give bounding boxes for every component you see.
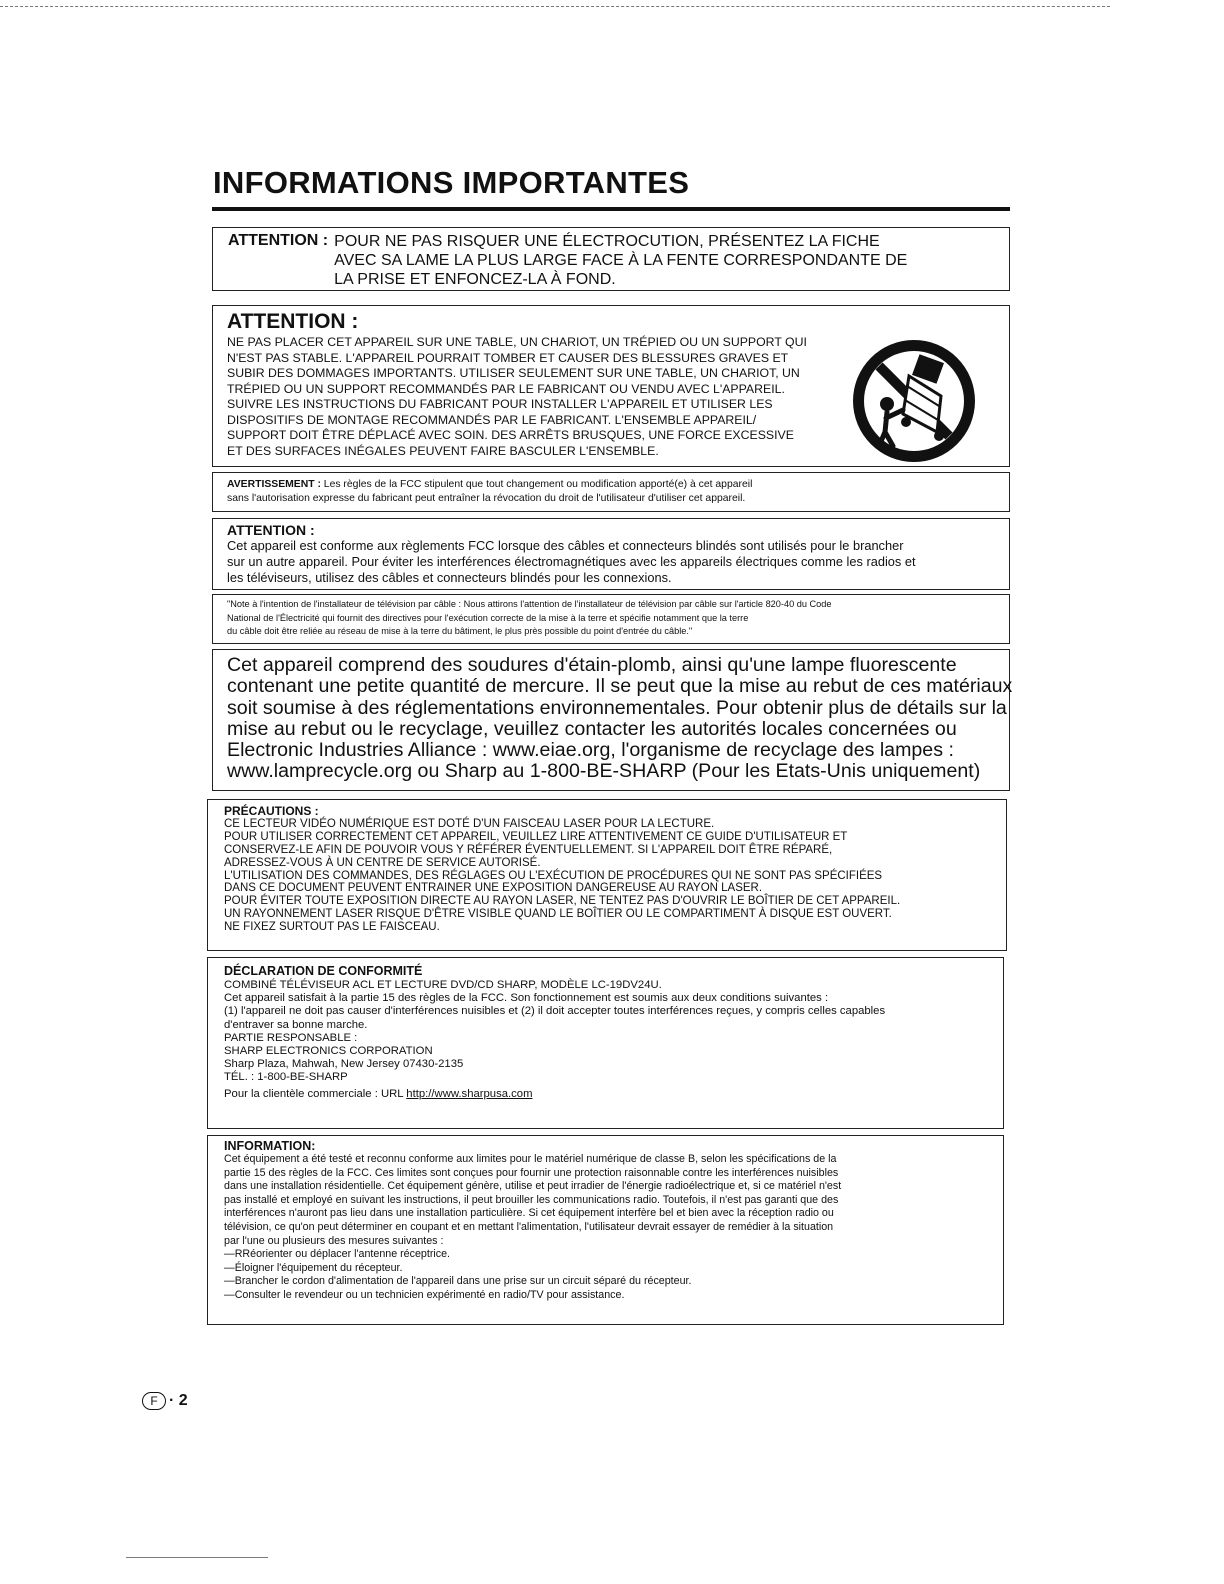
information-line: Cet équipement a été testé et reconnu conforme aux limites pour le matériel numérique de classe B, selon les spécifications de la — [224, 1153, 837, 1165]
precaution-line: NE FIXEZ SURTOUT PAS LE FAISCEAU. — [224, 921, 440, 934]
page-title: INFORMATIONS IMPORTANTES — [213, 165, 690, 200]
declaration-line: d'entraver sa bonne marche. — [224, 1018, 368, 1031]
disposal-line: soit soumise à des réglementations environnementales. Pour obtenir plus de détails sur la — [227, 696, 1007, 719]
disposal-line: Electronic Industries Alliance : www.eiae.org, l'organisme de recyclage des lampes : — [227, 739, 954, 762]
information-line: interférences n'auront pas lieu dans une installation particulière. Si cet équipement interfère bel et bien avec la réception radio ou — [224, 1207, 834, 1220]
information-line: —RRéorienter ou déplacer l'antenne réceptrice. — [224, 1248, 451, 1261]
information-line: partie 15 des règles de la FCC. Ces limites sont conçues pour fournir une protection raisonnable contre les interférences nuisibles — [224, 1166, 839, 1179]
stability-line: NE PAS PLACER CET APPAREIL SUR UNE TABLE, UN CHARIOT, UN TRÉPIED OU UN SUPPORT QUI — [227, 335, 807, 349]
warning-text: Les règles de la FCC stipulent que tout changement ou modification apporté(e) à cet appareil — [320, 479, 753, 490]
top-dashed-rule — [0, 6, 1110, 7]
precaution-line: POUR ÉVITER TOUTE EXPOSITION DIRECTE AU RAYON LASER, NE TENTEZ PAS D'OUVRIR LE BOÎTIER DE CET APPAREIL. — [224, 895, 901, 908]
declaration-line: TÉL. : 1-800-BE-SHARP — [224, 1071, 348, 1084]
stability-line: ET DES SURFACES INÉGALES PEUVENT FAIRE BASCULER L'ENSEMBLE. — [227, 443, 659, 458]
declaration-box — [207, 957, 1004, 1129]
precautions-heading: PRÉCAUTIONS : — [224, 804, 319, 818]
precautions-box — [207, 799, 1007, 951]
cables-line: Cet appareil est conforme aux règlements FCC lorsque des câbles et connecteurs blindés sont utilisés pour le brancher — [227, 538, 904, 553]
cable-installer-note-box — [212, 594, 1010, 644]
attention-stability-box — [212, 305, 1010, 467]
declaration-line: SHARP ELECTRONICS CORPORATION — [224, 1045, 433, 1058]
cables-line: les téléviseurs, utilisez des câbles et connecteurs blindés pour les connexions. — [227, 570, 672, 585]
disposal-line: contenant une petite quantité de mercure. Il se peut que la mise au rebut de ces matériaux — [227, 675, 1013, 698]
precaution-line: CE LECTEUR VIDÉO NUMÉRIQUE EST DOTÉ D'UN FAISCEAU LASER POUR LA LECTURE. — [224, 817, 715, 830]
fcc-warning-box — [212, 472, 1010, 512]
page-number-value: · 2 — [169, 1392, 188, 1409]
attention-heading: ATTENTION : — [227, 310, 359, 333]
information-line: dans une installation résidentielle. Cet équipement génère, utilise et peut irradier de l'énergie radioélectrique et, si ce matériel n'est — [224, 1180, 842, 1193]
precaution-line: L'UTILISATION DES COMMANDES, DES RÉGLAGES OU L'EXÉCUTION DE PROCÉDURES QUI NE SONT PAS SPÉCIFIÉES — [224, 869, 883, 882]
note-line: "Note à l'intention de l'installateur de télévision par câble : Nous attirons l'attention de l'installateur de télévision par câble sur l'article 820-40 du Code — [227, 599, 832, 609]
disposal-line: Cet appareil comprend des soudures d'étain-plomb, ainsi qu'une lampe fluorescente — [227, 654, 957, 676]
stability-line: N'EST PAS STABLE. L'APPAREIL POURRAIT TOMBER ET CAUSER DES BLESSURES GRAVES ET — [227, 350, 789, 365]
note-line: National de l'Électricité qui fournit des directives pour l'exécution correcte de la mise à la terre et spécifie notamment que la terre — [227, 612, 749, 623]
attention-plug-box — [212, 227, 1010, 291]
declaration-line: (1) l'appareil ne doit pas causer d'interférences nuisibles et (2) il doit accepter toutes interférences reçues, y compris celles capables — [224, 1005, 886, 1018]
fcc-information-box — [207, 1135, 1004, 1325]
declaration-heading: DÉCLARATION DE CONFORMITÉ — [224, 964, 423, 978]
information-line: —Consulter le revendeur ou un technicien expérimenté en radio/TV pour assistance. — [224, 1288, 625, 1301]
attention-line: POUR NE PAS RISQUER UNE ÉLECTROCUTION, PRÉSENTEZ LA FICHE — [334, 233, 880, 250]
client-label: Pour la clientèle commerciale : URL — [224, 1087, 407, 1100]
mercury-disposal-box — [212, 649, 1013, 791]
information-heading: INFORMATION: — [224, 1139, 316, 1153]
precaution-line: ADRESSEZ-VOUS À UN CENTRE DE SERVICE AUTORISÉ. — [224, 856, 541, 869]
attention-line: AVEC SA LAME LA PLUS LARGE FACE À LA FENTE CORRESPONDANTE DE — [334, 252, 908, 269]
cables-line: sur un autre appareil. Pour éviter les interférences électromagnétiques avec les appareils électriques comme les radios et — [227, 554, 916, 569]
declaration-line: COMBINÉ TÉLÉVISEUR ACL ET LECTURE DVD/CD SHARP, MODÈLE LC-19DV24U. — [224, 979, 662, 991]
page-number — [142, 1392, 188, 1410]
precaution-line: POUR UTILISER CORRECTEMENT CET APPAREIL, VEUILLEZ LIRE ATTENTIVEMENT CE GUIDE D'UTILISATEUR ET — [224, 830, 848, 843]
warning-label: AVERTISSEMENT : — [227, 479, 321, 490]
information-line: télévision, ce qu'on peut déterminer en coupant et en mettant l'alimentation, l'utilisateur devrait essayer de remédier à la situation — [224, 1220, 834, 1233]
precaution-line: DANS CE DOCUMENT PEUVENT ENTRAINER UNE EXPOSITION DANGEREUSE AU RAYON LASER. — [224, 882, 763, 895]
stability-line: SUIVRE LES INSTRUCTIONS DU FABRICANT POUR INSTALLER L'APPAREIL ET UTILISER LES — [227, 397, 773, 411]
sharpusa-link[interactable]: http://www.sharpusa.com — [406, 1087, 533, 1100]
information-line: pas installé et employé en suivant les instructions, il peut brouiller les communications radio. Toutefois, il n'est pas garanti que des — [224, 1193, 839, 1206]
information-line: —Brancher le cordon d'alimentation de l'appareil dans une prise sur un circuit séparé du récepteur. — [224, 1275, 692, 1288]
attention-heading: ATTENTION : — [227, 522, 315, 538]
declaration-line: Sharp Plaza, Mahwah, New Jersey 07430-2135 — [224, 1058, 464, 1071]
disposal-line: mise au rebut ou le recyclage, veuillez contacter les autorités locales concernées ou — [227, 717, 957, 740]
declaration-line: Cet appareil satisfait à la partie 15 des règles de la FCC. Son fonctionnement est soumis aux deux conditions suivantes : — [224, 992, 829, 1005]
note-line: du câble doit être reliée au réseau de mise à la terre du bâtiment, le plus près possible du point d'entrée du câble." — [227, 626, 693, 636]
bottom-rule — [126, 1557, 268, 1558]
attention-line: LA PRISE ET ENFONCEZ-LA À FOND. — [334, 271, 616, 288]
information-line: —Éloigner l'équipement du récepteur. — [224, 1261, 403, 1274]
stability-line: DISPOSITIFS DE MONTAGE RECOMMANDÉS PAR LE FABRICANT. L'ENSEMBLE APPAREIL/ — [227, 412, 757, 427]
precaution-line: CONSERVEZ-LE AFIN DE POUVOIR VOUS Y RÉFÉRER ÉVENTUELLEMENT. SI L'APPAREIL DOIT ÊTRE RÉPARÉ, — [224, 843, 833, 856]
stability-line: SUPPORT DOIT ÊTRE DÉPLACÉ AVEC SOIN. DES ARRÊTS BRUSQUES, UNE FORCE EXCESSIVE — [227, 428, 794, 442]
cart-tip-over-warning-icon — [849, 336, 979, 466]
warning-text: sans l'autorisation expresse du fabricant peut entraîner la révocation du droit de l'utilisateur d'utiliser cet appareil. — [227, 493, 746, 504]
french-language-marker-icon: F — [142, 1392, 166, 1410]
stability-line: TRÉPIED OU UN SUPPORT RECOMMANDÉS PAR LE FABRICANT OU VENDU AVEC L'APPAREIL. — [227, 381, 785, 396]
declaration-line: PARTIE RESPONSABLE : — [224, 1031, 358, 1044]
information-line: par l'une ou plusieurs des mesures suivantes : — [224, 1234, 444, 1247]
attention-label: ATTENTION : — [228, 232, 329, 249]
attention-cables-box — [212, 518, 1010, 590]
title-rule — [212, 207, 1010, 211]
disposal-line: www.lamprecycle.org ou Sharp au 1-800-BE-SHARP (Pour les Etats-Unis uniquement) — [227, 760, 981, 783]
stability-line: SUBIR DES DOMMAGES IMPORTANTS. UTILISER SEULEMENT SUR UNE TABLE, UN CHARIOT, UN — [227, 366, 800, 380]
precaution-line: UN RAYONNEMENT LASER RISQUE D'ÊTRE VISIBLE QUAND LE BOÎTIER OU LE COMPARTIMENT À DISQUE EST OUVERT. — [224, 908, 892, 921]
